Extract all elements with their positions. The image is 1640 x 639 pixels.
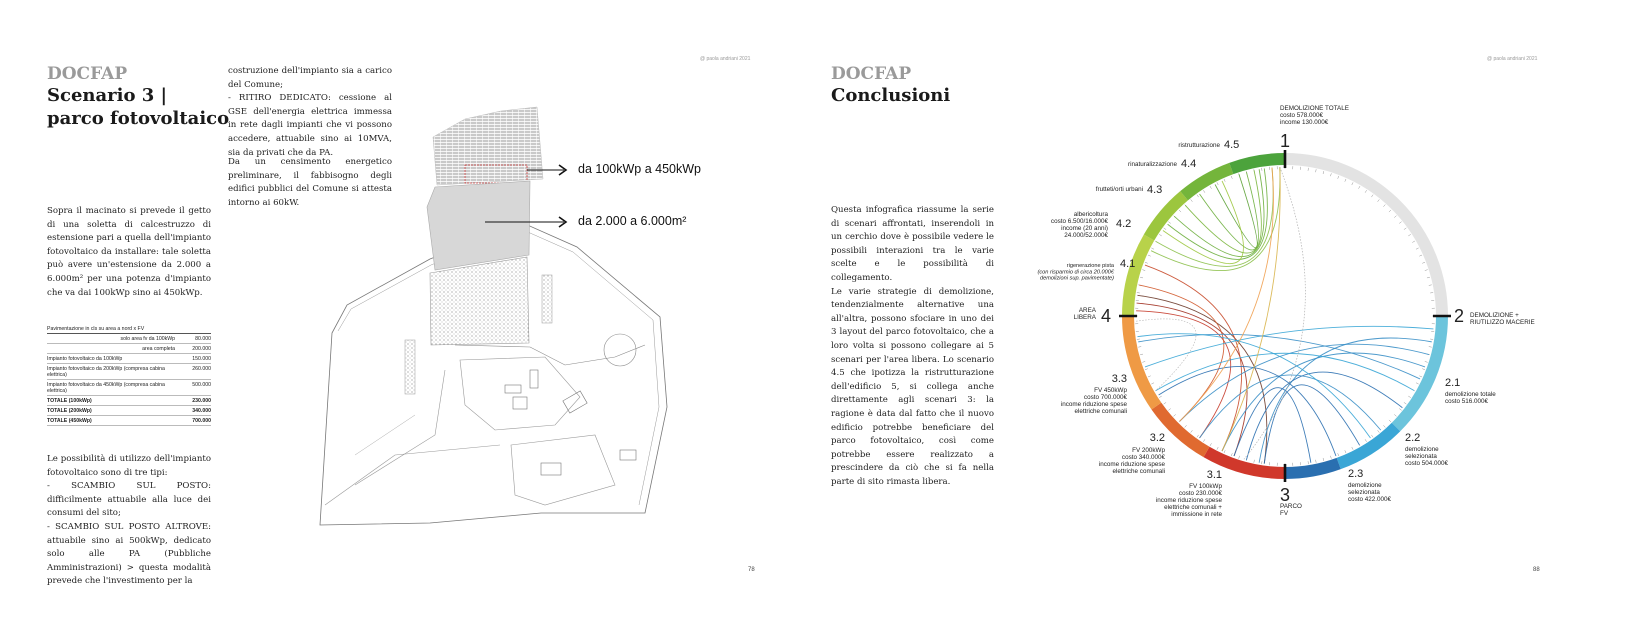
cost-row-value: 150.000 — [181, 354, 211, 364]
cost-table-row — [47, 334, 211, 344]
map-label-area: da 2.000 a 6.000m² — [578, 214, 687, 228]
cost-row-label: area completa — [47, 344, 181, 354]
svg-text:income riduzione spese: income riduzione spese — [1060, 401, 1127, 409]
cost-table-row — [47, 364, 211, 380]
cost-row-label: solo area fv da 100kWp — [47, 334, 181, 344]
cost-row-value: 340.000 — [181, 406, 211, 416]
map-arrows — [480, 155, 580, 235]
svg-text:demolizione: demolizione — [1348, 482, 1382, 489]
ring-segment-demolizione-totale — [1285, 159, 1442, 316]
svg-text:4.1: 4.1 — [1120, 258, 1136, 270]
gravel-area — [430, 257, 529, 345]
sub-label-3-1 — [1156, 469, 1223, 518]
map-label-power: da 100kWp a 450kWp — [578, 162, 701, 176]
svg-text:income riduzione spese: income riduzione spese — [1155, 497, 1222, 505]
svg-text:(con risparmio di circa 20.000: (con risparmio di circa 20.000€ — [1037, 269, 1114, 276]
left-utilizzo-text: Le possibilità di utilizzo dell'impianto fotovoltaico sono di tre tipi: - SCAMBIO SUL POSTO: difficilmente attuabile alla luce dei consumi del sito; - SCAMBIO SUL POSTO ALTROVE: attuabile sino ai 500kWp, dedicato solo alle PA (Pubbliche Amministrazioni) > questa modalità prevede che l'investimento per la — [47, 454, 211, 587]
svg-text:24.000/52.000€: 24.000/52.000€ — [1064, 232, 1108, 240]
svg-text:4.5: 4.5 — [1224, 139, 1240, 151]
sub-label-3-3 — [1061, 373, 1128, 415]
svg-text:selezionata: selezionata — [1405, 453, 1437, 461]
ring-segment-4-3 — [1184, 168, 1231, 195]
svg-text:selezionata: selezionata — [1348, 489, 1380, 497]
svg-text:2: 2 — [1453, 306, 1464, 326]
left-intro-text: Sopra il macinato si prevede il getto di una soletta di calcestruzzo di estensione pari a quella dell'impianto fotovoltaico da installare: tale soletta può avere un'estensione da 2.000 a 6.000m² per una potenza d'impianto che va dai 100kWp sino ai 450kWp. — [47, 206, 211, 298]
cost-table-row — [47, 416, 211, 426]
svg-text:PARCO: PARCO — [1280, 503, 1302, 510]
ring-segment-4-2 — [1149, 196, 1184, 238]
svg-text:4.3: 4.3 — [1147, 184, 1163, 196]
right-copyright: @ paola andriani 2021 — [1487, 56, 1538, 62]
cost-table-row — [47, 380, 211, 396]
sub-label-2-3 — [1348, 468, 1392, 503]
cost-table-row — [47, 396, 211, 406]
svg-text:costo 422.000€: costo 422.000€ — [1348, 496, 1392, 504]
cost-table-row — [47, 406, 211, 416]
svg-text:DEMOLIZIONE +: DEMOLIZIONE + — [1470, 312, 1519, 319]
svg-text:income 130.000€: income 130.000€ — [1280, 119, 1329, 127]
main-label-1 — [1280, 105, 1349, 151]
right-text-block — [831, 204, 994, 489]
cost-table-row — [47, 354, 211, 364]
right-page-number: 88 — [1533, 567, 1540, 573]
left-col2-text-1: costruzione dell'impianto sia a carico del Comune; - RITIRO DEDICATO: cessione al GSE dell'energia elettrica immessa in rete dagli impianti che vi possono accedere, attuabile sino ai 10MVA, sia da privati che da PA. — [228, 66, 392, 158]
cost-row-value: 500.000 — [181, 380, 211, 396]
cost-row-value: 230.000 — [181, 396, 211, 406]
cost-row-label: Impianto fotovoltaico da 200kWp (compresa cabina elettrica) — [47, 364, 181, 380]
svg-text:4.4: 4.4 — [1181, 158, 1197, 170]
right-text-2: Le varie strategie di demolizione, tendenzialmente alternative una all'altra, possono sfociare in uno dei 3 layout del parco fotovoltaico, che a loro volta si possono collegare ai 5 scenari per l'area libera. Lo scenario 4.5 che ipotizza la ristrutturazione dell'edificio 5, si collega anche direttamente agli scenari 3: la ragione è data dal fatto che il nuovo edificio potrebbe beneficiare del parco fotovoltaico, così come potrebbe essere realizzato a prescindere da ciò che si fa nella parte di sito rimasta libera. — [831, 286, 994, 487]
cost-row-label: Impianto fotovoltaico da 450kWp (compresa cabina elettrica) — [47, 380, 181, 396]
right-text-1: Questa infografica riassume la serie di scenari affrontati, inserendoli in un cerchio dove è possibile vedere le possibili interazioni tra le varie scelte e le possibilità di collegamento. — [831, 205, 994, 283]
svg-text:frutteti/orti urbani: frutteti/orti urbani — [1095, 186, 1143, 193]
left-title-line-1: Scenario 3 | — [47, 85, 168, 106]
cost-table-block — [47, 326, 211, 426]
svg-text:costo 516.000€: costo 516.000€ — [1445, 398, 1489, 406]
sub-label-4-1 — [1038, 258, 1136, 282]
svg-text:4.2: 4.2 — [1116, 218, 1132, 230]
svg-text:2.3: 2.3 — [1348, 468, 1364, 480]
svg-text:costo 6.500/16.000€: costo 6.500/16.000€ — [1050, 218, 1108, 226]
sub-label-4-4 — [1128, 158, 1196, 170]
svg-text:4: 4 — [1101, 306, 1112, 326]
svg-text:AREA: AREA — [1078, 307, 1096, 314]
left-copyright: @ paola andriani 2021 — [700, 56, 751, 62]
sub-label-4-5 — [1178, 139, 1239, 151]
svg-text:income (20 anni): income (20 anni) — [1061, 225, 1108, 233]
left-page-number: 78 — [748, 567, 755, 573]
sub-label-4-2 — [1051, 211, 1131, 239]
right-page-title: Conclusioni — [831, 85, 951, 106]
svg-text:rigenerazione pista: rigenerazione pista — [1066, 263, 1114, 269]
cost-row-value: 200.000 — [181, 344, 211, 354]
svg-text:3: 3 — [1279, 485, 1291, 505]
svg-text:costo 578.000€: costo 578.000€ — [1280, 112, 1324, 120]
svg-text:3.2: 3.2 — [1149, 432, 1165, 444]
main-label-4 — [1074, 306, 1111, 326]
svg-text:FV: FV — [1280, 510, 1289, 518]
svg-text:rinaturalizzazione: rinaturalizzazione — [1127, 161, 1177, 168]
cost-row-label: TOTALE (450kWp) — [47, 416, 181, 426]
cost-table — [47, 334, 211, 426]
sub-label-2-1 — [1445, 377, 1496, 405]
ring-segment-3-3 — [1128, 316, 1156, 406]
sub-label-3-2 — [1099, 432, 1166, 475]
svg-text:income riduzione spese: income riduzione spese — [1098, 461, 1165, 469]
svg-text:demolizione totale: demolizione totale — [1445, 391, 1496, 398]
ring-segment-2-3 — [1285, 464, 1339, 473]
svg-text:2.2: 2.2 — [1405, 432, 1421, 444]
svg-text:FV 450kWp: FV 450kWp — [1094, 387, 1127, 394]
cost-row-label: TOTALE (100kWp) — [47, 396, 181, 406]
right-header-docfap: DOCFAP — [831, 64, 912, 84]
svg-text:1: 1 — [1279, 131, 1291, 151]
svg-text:FV 100kWp: FV 100kWp — [1189, 483, 1222, 490]
svg-text:2.1: 2.1 — [1445, 377, 1461, 389]
cost-row-value: 80.000 — [181, 334, 211, 344]
left-title-line-2: parco fotovoltaico — [47, 108, 230, 129]
svg-text:LIBERA: LIBERA — [1073, 314, 1096, 322]
main-label-3 — [1280, 485, 1302, 517]
ring-segment-4-4 — [1231, 159, 1285, 168]
svg-text:demolizioni sup. pavimentate): demolizioni sup. pavimentate) — [1040, 275, 1114, 282]
svg-text:immissione in rete: immissione in rete — [1171, 511, 1222, 519]
svg-text:3.3: 3.3 — [1111, 373, 1127, 385]
sub-label-4-3 — [1096, 184, 1163, 196]
svg-text:FV 200kWp: FV 200kWp — [1132, 447, 1165, 454]
left-page-title — [47, 84, 247, 130]
svg-text:elettriche comunali +: elettriche comunali + — [1164, 504, 1222, 512]
svg-text:elettriche comunali: elettriche comunali — [1074, 408, 1127, 416]
svg-text:3.1: 3.1 — [1206, 469, 1222, 481]
svg-text:DEMOLIZIONE TOTALE: DEMOLIZIONE TOTALE — [1280, 105, 1349, 112]
svg-text:costo 504.000€: costo 504.000€ — [1405, 460, 1449, 468]
svg-text:RIUTILIZZO MACERIE: RIUTILIZZO MACERIE — [1470, 319, 1535, 327]
cost-table-caption: Pavimentazione in cls su area a nord x FV — [47, 326, 211, 334]
cost-row-label: TOTALE (200kWp) — [47, 406, 181, 416]
cost-table-row — [47, 344, 211, 354]
left-col2-text-2: Da un censimento energetico preliminare, il fabbisogno degli edifici pubblici del Comune si attesta intorno ai 60kW. — [228, 157, 392, 208]
left-header-docfap: DOCFAP — [47, 64, 128, 84]
cost-row-value: 700.000 — [181, 416, 211, 426]
scenario-circle-diagram — [1000, 95, 1560, 535]
ring-segment-2-2 — [1339, 427, 1396, 464]
svg-text:albericoltura: albericoltura — [1073, 211, 1108, 218]
svg-text:costo 700.000€: costo 700.000€ — [1083, 394, 1127, 402]
svg-text:demolizione: demolizione — [1405, 446, 1439, 453]
svg-text:elettriche comunali: elettriche comunali — [1112, 468, 1165, 476]
svg-text:costo 340.000€: costo 340.000€ — [1121, 454, 1165, 462]
sub-label-2-2 — [1405, 432, 1449, 467]
svg-text:costo 230.000€: costo 230.000€ — [1178, 490, 1222, 498]
ring-segment-3-2 — [1156, 406, 1206, 452]
cost-row-value: 260.000 — [181, 364, 211, 380]
svg-text:ristrutturazione: ristrutturazione — [1178, 142, 1220, 149]
main-label-2 — [1454, 306, 1535, 326]
cost-row-label: Impianto fotovoltaico da 100kWp — [47, 354, 181, 364]
